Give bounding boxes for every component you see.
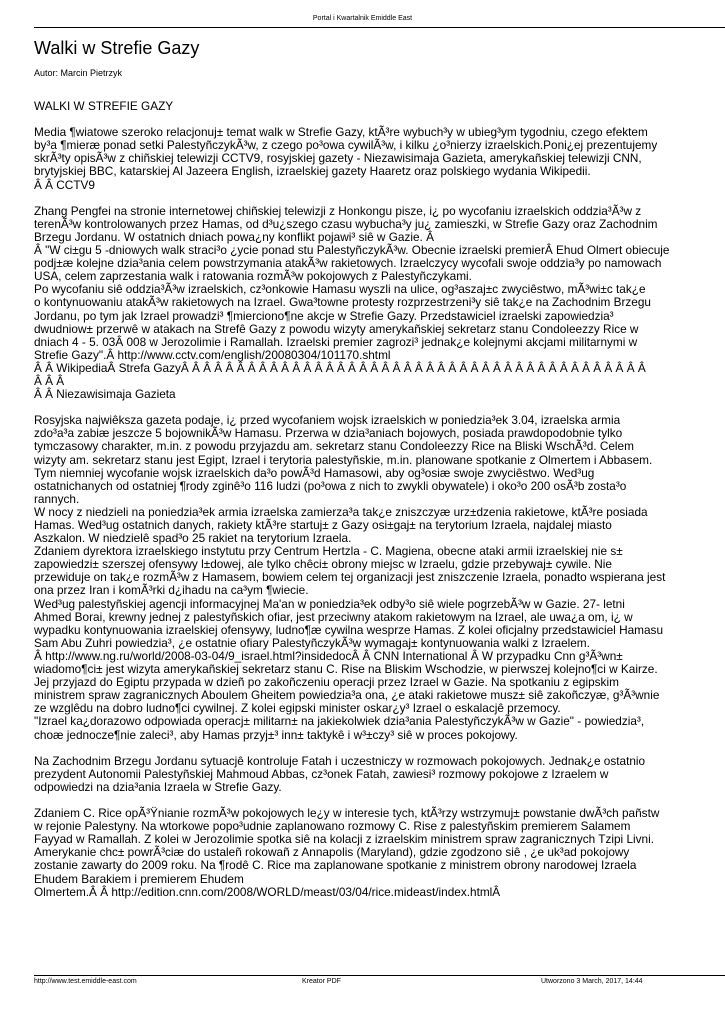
footer-divider bbox=[34, 975, 725, 976]
body-line: Â "W ci±gu 5 -dniowych walk straci³o ¿ycie ponad stu PalestyñczykÃ³w. Obecnie izraelski premierÂ Ehud Olmert obiecuje bbox=[34, 243, 670, 258]
body-line: dniach 4 - 5. 03Â 008 w Jerozolimie i Ramallah. Izraelski premier zagrozi³ jednak¿e kolejnymi akcjami militarnymi w bbox=[34, 334, 638, 349]
body-line: wiadomo¶ci± jest wizyta amerykañskiej sekretarz stanu C. Rise na Bliskim Wschodzie, w pierwszej kolejno¶ci w Kairze. bbox=[34, 662, 658, 677]
body-line: Â Â Niezawisimaja Gazieta bbox=[34, 387, 176, 402]
body-line: rannych. bbox=[34, 491, 80, 506]
body-line: Â Â CCTV9 bbox=[34, 177, 95, 192]
body-line: wypadku kontynuowania izraelskiej ofensywy, ludno¶æ cywilna wesprze Hamas. Z kolei oficjalny przedstawiciel Hamasu bbox=[34, 622, 664, 637]
paragraph-gap bbox=[34, 742, 724, 755]
body-line: Ehudem Barakiem i premierem Ehudem bbox=[34, 871, 244, 886]
body-line: o kontynuowaniu atakÃ³w rakietowych na Izrael. Gwa³towne protesty rozprzestrzeni³y siê tak¿e na Zachodnim Brzegu bbox=[34, 295, 651, 310]
body-line: Zdaniem dyrektora izraelskiego instytutu przy Centrum Hertzla - C. Magiena, obecne ataki armii izraelskiej nie s± bbox=[34, 544, 623, 559]
body-line: zostanie zawarty do 2009 roku. Na ¶rodê C. Rice ma zaplanowane spotkanie z ministrem obrony narodowej Izraela bbox=[34, 858, 637, 873]
body-line: Â Â Â bbox=[34, 373, 65, 388]
body-line: dwudniow± przerwê w atakach na Strefê Gazy z powodu wizyty amerykañskiej sekretarz stanu Condoleezzy Rice w bbox=[34, 321, 639, 336]
footer-created: Utworzono 3 March, 2017, 14:44 bbox=[541, 978, 643, 985]
article-body bbox=[34, 100, 724, 899]
body-line: Rosyjska najwiêksza gazeta podaje, i¿ przed wycofaniem wojsk izraelskich w poniedzia³ek 3.04, izraelska armia bbox=[34, 413, 621, 428]
body-line: Ahmed Borai, krewny jednej z palestyñskich ofiar, jest przeciwny atakom rakietowym na Izrael, ale uwa¿a om, i¿ w bbox=[34, 609, 633, 624]
body-line: choæ jednocze¶nie zaleci³, aby Hamas przyj±³ inn± taktykê i w³±czy³ siê w proces pokojowy. bbox=[34, 727, 518, 742]
body-line: Â Â WikipediaÂ Strefa GazyÂ Â Â Â Â Â Â Â Â Â Â Â Â Â Â Â Â Â Â Â Â Â Â Â Â Â Â Â Â Â Â Â Â Â Â Â Â Â Â Â Â Â bbox=[34, 360, 646, 375]
body-line: terenÃ³w kontrolowanych przez Hamas, od d³u¿szego czasu wybucha³y ju¿ zamieszki, w Strefie Gazy oraz Zachodnim bbox=[34, 216, 658, 231]
body-line: skrÃ³ty opisÃ³w z chiñskiej telewizji CCTV9, rosyjskiej gazety - Niezawisimaja Gazieta, amerykañskiej telewizji CNN, bbox=[34, 151, 642, 166]
body-line: brytyjskiej BBC, katarskiej Al Jazeera English, izraelskiej gazety Haaretz oraz polskiego wydania Wikipedii. bbox=[34, 164, 591, 179]
article-author: Autor: Marcin Pietrzyk bbox=[34, 68, 123, 78]
header-divider bbox=[34, 27, 725, 28]
body-line: Olmertem.Â Â http://edition.cnn.com/2008/WORLD/meast/03/04/rice.mideast/index.htmlÂ bbox=[34, 884, 501, 899]
body-line: przewiduje on tak¿e rozmÃ³w z Hamasem, bowiem celem tej organizacji jest zniszczenie Izraela, ponadto wspierana jest bbox=[34, 570, 666, 585]
body-line: zdo³a³a zabiæ jeszcze 5 bojownikÃ³w Hamasu. Przerwa w dzia³aniach bojowych, posiada prawdopodobnie tylko bbox=[34, 426, 623, 441]
body-line: Tym niemniej wycofanie wojsk izraelskich da³o powÃ³d Hamasowi, aby og³osiæ swoje zwyciêstwo. Wed³ug bbox=[34, 465, 595, 480]
body-line: Brzegu Jordanu. W ostatnich dniach powa¿ny konflikt pojawi³ siê w Gazie. Â bbox=[34, 229, 434, 244]
body-line: tymczasowy charakter, m.in. z powodu przyjazdu am. sekretarz stanu Condoleezzy Rice na Bliski WschÃ³d. Celem bbox=[34, 439, 634, 454]
body-line: ona przez Iran i komÃ³rki d¿ihadu na ca³ym ¶wiecie. bbox=[34, 583, 309, 598]
footer-url[interactable]: http://www.test.emiddle-east.com bbox=[34, 978, 137, 985]
body-line: ostatnichanych od ostatniej ¶rody zginê³o 116 ludzi (po³owa z nich to zwykli obywatele) i oko³o 200 osÃ³b zosta³o bbox=[34, 478, 627, 493]
footer-generator: Kreator PDF bbox=[302, 978, 341, 985]
body-line: ze wzglêdu na dobro ludno¶ci cywilnej. Z kolei egipski minister oskar¿y³ Izrael o eskalacjê przemocy. bbox=[34, 701, 561, 716]
body-line: Media ¶wiatowe szeroko relacjonuj± temat walk w Strefie Gazy, ktÃ³re wybuch³y w ubieg³ym tygodniu, czego efektem bbox=[34, 125, 648, 140]
body-line: odpowiedzi na dzia³ania Izraela w Strefie Gazy. bbox=[34, 779, 282, 794]
body-line: Zdaniem C. Rice opÃ³Ÿnianie rozmÃ³w pokojowych le¿y w interesie tych, ktÃ³rzy wstrzymuj± powstanie dwÃ³ch pañstw bbox=[34, 806, 660, 821]
body-line: Jordanu, po tym jak Izrael prowadzi³ ¶mierciono¶ne akcje w Strefie Gazy. Przedstawiciel izraelski zapowiedzia³ bbox=[34, 308, 614, 323]
body-line: by³a ¶mieræ ponad setki PalestyñczykÃ³w, z czego po³owa cywilÃ³w, i kilku ¿o³nierzy izraelskich.Poni¿ej prezentujemy bbox=[34, 138, 658, 153]
body-line: Na Zachodnim Brzegu Jordanu sytuacjê kontroluje Fatah i uczestniczy w rozmowach pokojowych. Jednak¿e ostatnio bbox=[34, 753, 646, 768]
body-line: "Izrael ka¿dorazowo odpowiada operacj± militarn± na jakiekolwiek dzia³ania PalestyñczykÃ³w w Gazie" - powiedzia³, bbox=[34, 714, 645, 729]
body-line: prezydent Autonomii Palestyñskiej Mahmoud Abbas, cz³onek Fatah, zawiesi³ rozmowy pokojowe z Izraelem w bbox=[34, 766, 609, 781]
body-line: ministrem spraw zagranicznych Aboulem Gheitem powiedzia³a ona, ¿e ataki rakietowe musz± siê zakoñczyæ, g³Ã³wnie bbox=[34, 688, 660, 703]
body-line: Sam Abu Zuhri powiedzia³, ¿e ostatnie ofiary PalestyñczykÃ³w wymagaj± kontynuowania walki z Izraelem. bbox=[34, 635, 590, 650]
body-line: W nocy z niedzieli na poniedzia³ek armia izraelska zamierza³a tak¿e zniszczyæ urz±dzenia rakietowe, ktÃ³re posiada bbox=[34, 504, 648, 519]
body-line: podj±æ kolejne dzia³ania celem powstrzymania atakÃ³w rakietowych. Izraelczycy wycofali swoje oddzia³y po namowach bbox=[34, 256, 662, 271]
body-line: Zhang Pengfei na stronie internetowej chiñskiej telewizji z Honkongu pisze, i¿ po wycofaniu izraelskich oddzia³Ã³w z bbox=[34, 203, 642, 218]
body-line: Jej przyjazd do Egiptu przypada w dzieñ po zakoñczeniu operacji przez Izrael w Gazie. Na spotkaniu z egipskim bbox=[34, 675, 619, 690]
body-line: Fayyad w Ramallah. Z kolei w Jerozolimie spotka siê na kolacji z izraelskim ministrem spraw zagranicznych Tzipi Livni. bbox=[34, 832, 654, 847]
body-line: zapowiedzi± szerszej ofensywy l±dowej, ale tylko chêci± obrony miejsc w Izraelu, gdzie przebywaj± cywile. Nie bbox=[34, 557, 612, 572]
body-line: WALKI W STREFIE GAZY bbox=[34, 99, 174, 113]
body-line: Aszkalon. W niedzielê spad³o 25 rakiet na terytorium Izraela. bbox=[34, 531, 352, 546]
body-line: wizyty am. sekretarz stanu jest Egipt, Izrael i terytoria palestyñskie, m.in. planowane spotkanie z Olmertem i Abbasem. bbox=[34, 452, 653, 467]
page-header: Portal i Kwartalnik Emiddle East bbox=[312, 15, 413, 22]
body-line: USA, celem zaprzestania walk i ratowania rozmÃ³w pokojowych z Palestyñczykami. bbox=[34, 269, 472, 284]
body-line: Wed³ug palestyñskiej agencji informacyjnej Ma'an w poniedzia³ek odby³o siê wiele pogrzebÃ³w w Gazie. 27- letni bbox=[34, 596, 625, 611]
paragraph-gap bbox=[34, 192, 724, 205]
body-line: Amerykanie chc± powrÃ³ciæ do ustaleñ rokowañ z Annapolis (Maryland), gdzie zgodzono siê , ¿e uk³ad pokojowy bbox=[34, 845, 630, 860]
body-line: Â http://www.ng.ru/world/2008-03-04/9_israel.html?insidedocÂ Â CNN International Â W przypadku Cnn g³Ã³wn± bbox=[34, 648, 623, 663]
body-line: Po wycofaniu siê oddzia³Ã³w izraelskich, cz³onkowie Hamasu wyszli na ulice, og³aszaj±c zwyciêstwo, mÃ³wi±c tak¿e bbox=[34, 282, 646, 297]
body-line: Strefie Gazy".Â http://www.cctv.com/english/20080304/101170.shtml bbox=[34, 347, 391, 362]
body-line: Hamas. Wed³ug ostatnich danych, rakiety ktÃ³re startuj± z Gazy osi±gaj± na terytorium Izraela, najdalej miasto bbox=[34, 518, 612, 532]
article-title: Walki w Strefie Gazy bbox=[34, 38, 200, 58]
body-line: w rejonie Palestyny. Na wtorkowe popo³udnie zaplanowano rozmowy C. Rise z palestyñskim premierem Salamem bbox=[34, 819, 631, 834]
